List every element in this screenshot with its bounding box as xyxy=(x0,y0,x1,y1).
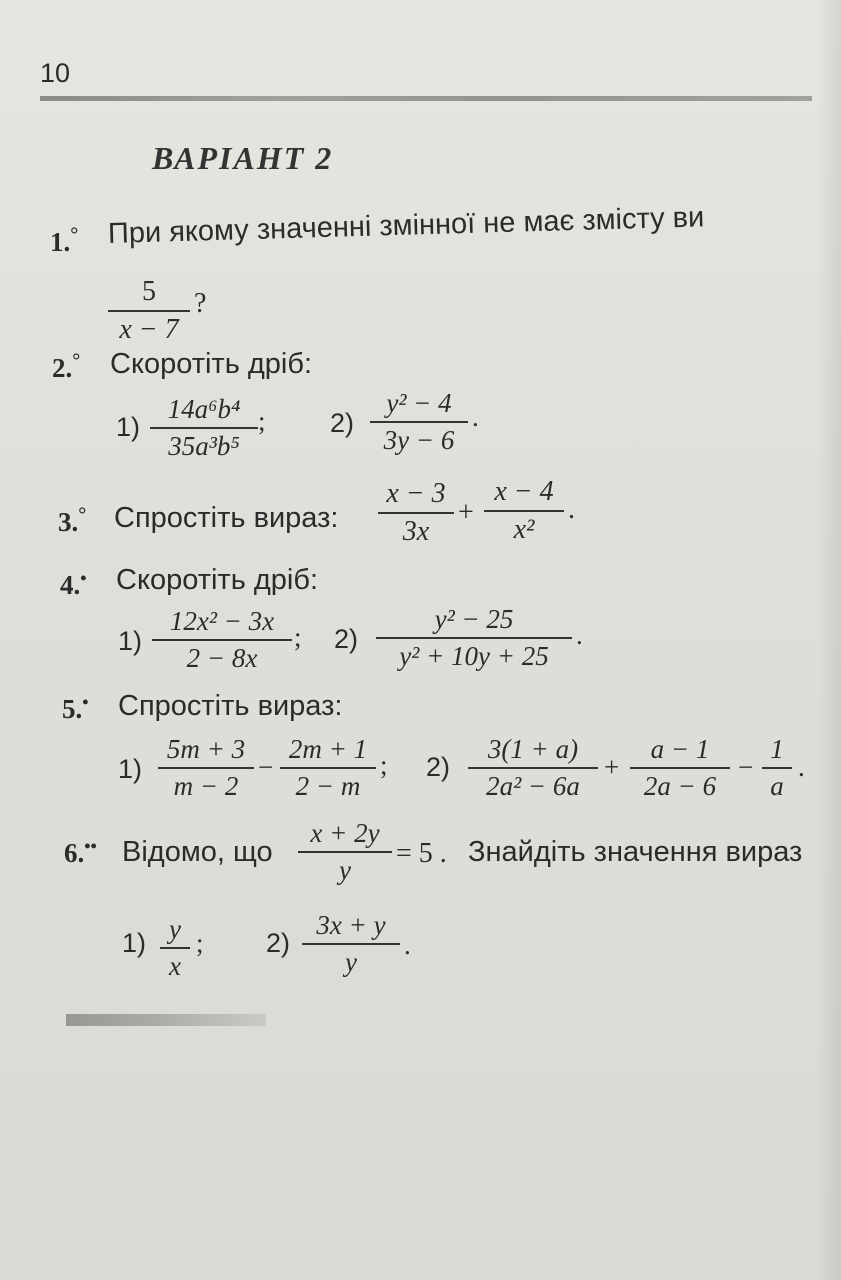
fraction-bar xyxy=(370,421,468,423)
task2-part1-separator: ; xyxy=(258,406,266,436)
task3-fraction-1-denominator: 3x xyxy=(402,516,430,547)
task5-number: 5.• xyxy=(62,692,89,724)
task6-part2-fraction xyxy=(302,910,400,978)
fraction-bar xyxy=(298,851,392,853)
task5-part2-fraction-2 xyxy=(630,734,730,802)
task6-text-after: Знайдіть значення вираз xyxy=(468,836,803,868)
task2-part2-denominator: 3y − 6 xyxy=(383,425,455,455)
task5-part1-fraction-2-numerator: 2m + 1 xyxy=(288,734,368,764)
task2-part1-denominator: 35a³b⁵ xyxy=(168,431,240,461)
task6-text-before: Відомо, що xyxy=(122,836,273,868)
task4-part1-label: 1) xyxy=(118,626,143,656)
fraction-bar xyxy=(160,947,190,949)
task6-part1-numerator: y xyxy=(169,914,181,944)
task5-part2-fraction-1-numerator: 3(1 + a) xyxy=(487,734,579,764)
page-edge-shadow xyxy=(817,0,841,1280)
task4-text: Скоротіть дріб: xyxy=(116,564,319,596)
task3-fraction-2 xyxy=(484,476,564,546)
task1-fraction-numerator: 5 xyxy=(142,276,156,307)
task6-part2-numerator: 3x + y xyxy=(316,910,386,940)
task5-difficulty-mark: • xyxy=(82,692,89,712)
task3-fraction-2-numerator: x − 4 xyxy=(494,476,554,507)
task6-part1-separator: ; xyxy=(196,928,204,958)
task5-part1-label: 1) xyxy=(118,754,143,784)
task5-part1-fraction-2 xyxy=(280,734,376,802)
fraction-bar xyxy=(376,637,572,639)
task3-fraction-1-numerator: x − 3 xyxy=(386,478,446,509)
task4-part2-fraction xyxy=(376,604,572,672)
task3-number: 3.° xyxy=(58,504,87,537)
task6-part1-denominator: x xyxy=(169,951,181,981)
fraction-bar xyxy=(158,767,254,769)
task5-part2-fraction-3-numerator: 1 xyxy=(770,734,784,764)
task2-number: 2.° xyxy=(52,350,81,383)
task1-number: 1.° xyxy=(50,224,79,257)
task5-part2-plus: + xyxy=(604,752,620,782)
task1-fraction xyxy=(108,276,190,346)
fraction-bar xyxy=(378,512,454,514)
task4-part2-label: 2) xyxy=(334,624,359,654)
fraction-bar xyxy=(762,767,792,769)
variant-title: ВАРІАНТ 2 xyxy=(152,140,334,176)
task1-fraction-denominator: x − 7 xyxy=(119,314,179,345)
task4-number: 4.• xyxy=(60,568,87,600)
task4-difficulty-mark: • xyxy=(80,568,87,588)
fraction-bar xyxy=(484,510,564,512)
task4-part2-numerator: y² − 25 xyxy=(434,604,514,634)
task5-part1-fraction-2-denominator: 2 − m xyxy=(295,771,361,801)
fraction-bar xyxy=(630,767,730,769)
task2-text: Скоротіть дріб: xyxy=(110,348,313,380)
task2-part2-label: 2) xyxy=(330,408,355,438)
task6-condition-equals: = 5 . xyxy=(396,838,447,869)
task5-part1-separator: ; xyxy=(380,750,388,780)
task2-part2-numerator: y² − 4 xyxy=(386,388,452,418)
task6-part1-label: 1) xyxy=(122,928,147,958)
fraction-bar xyxy=(302,943,400,945)
task5-part2-period: . xyxy=(798,752,805,782)
task2-part1-fraction xyxy=(150,394,258,462)
fraction-bar xyxy=(150,427,258,429)
fraction-bar xyxy=(280,767,376,769)
task5-part1-fraction-1 xyxy=(158,734,254,802)
task4-part2-period: . xyxy=(576,620,583,650)
task3-text: Спростіть вираз: xyxy=(114,502,339,534)
task1-question-mark: ? xyxy=(194,288,207,319)
fraction-bar xyxy=(468,767,598,769)
fraction-bar xyxy=(152,639,292,641)
task5-part1-fraction-1-denominator: m − 2 xyxy=(173,771,239,801)
task5-part1-fraction-1-numerator: 5m + 3 xyxy=(166,734,246,764)
task4-part1-fraction xyxy=(152,606,292,674)
task6-part2-period: . xyxy=(404,930,411,960)
header-rule xyxy=(40,96,812,101)
print-smudge xyxy=(66,1014,266,1026)
task4-part1-numerator: 12x² − 3x xyxy=(169,606,275,636)
task5-part2-fraction-2-numerator: a − 1 xyxy=(650,734,710,764)
task3-plus: + xyxy=(458,497,474,528)
task4-part1-denominator: 2 − 8x xyxy=(186,643,258,673)
task5-part2-fraction-2-denominator: 2a − 6 xyxy=(643,771,717,801)
task5-part2-fraction-3-denominator: a xyxy=(770,771,784,801)
task5-part2-minus: − xyxy=(738,752,754,782)
task6-condition-denominator: y xyxy=(339,855,351,885)
task6-condition-numerator: x + 2y xyxy=(310,818,380,848)
task2-part2-period: . xyxy=(472,402,479,432)
task5-part2-fraction-1-denominator: 2a² − 6a xyxy=(486,771,580,801)
task4-part1-separator: ; xyxy=(294,622,302,652)
task1-difficulty-mark: ° xyxy=(70,224,79,246)
task5-part2-label: 2) xyxy=(426,752,451,782)
task6-part2-label: 2) xyxy=(266,928,291,958)
task5-part2-fraction-3 xyxy=(762,734,792,802)
task3-fraction-1 xyxy=(378,478,454,548)
task6-number: 6.•• xyxy=(64,836,97,868)
task6-difficulty-mark: •• xyxy=(84,836,97,856)
task2-difficulty-mark: ° xyxy=(72,350,81,372)
task5-text: Спростіть вираз: xyxy=(118,690,343,722)
task5-part2-fraction-1 xyxy=(468,734,598,802)
task3-period: . xyxy=(568,494,575,525)
task1-text: При якому значенні змінної не має змісту ви xyxy=(107,201,705,250)
task2-part1-label: 1) xyxy=(116,412,141,442)
task2-part2-fraction xyxy=(370,388,468,456)
task4-part2-denominator: y² + 10y + 25 xyxy=(399,641,549,671)
task3-difficulty-mark: ° xyxy=(78,504,87,526)
task6-part1-fraction xyxy=(160,914,190,982)
task6-part2-denominator: y xyxy=(345,947,357,977)
task5-part1-minus: − xyxy=(258,752,274,782)
task6-condition-fraction xyxy=(298,818,392,886)
fraction-bar xyxy=(108,310,190,312)
task3-fraction-2-denominator: x² xyxy=(513,514,535,545)
page-number: 10 xyxy=(40,58,71,88)
task2-part1-numerator: 14a⁶b⁴ xyxy=(167,394,241,424)
